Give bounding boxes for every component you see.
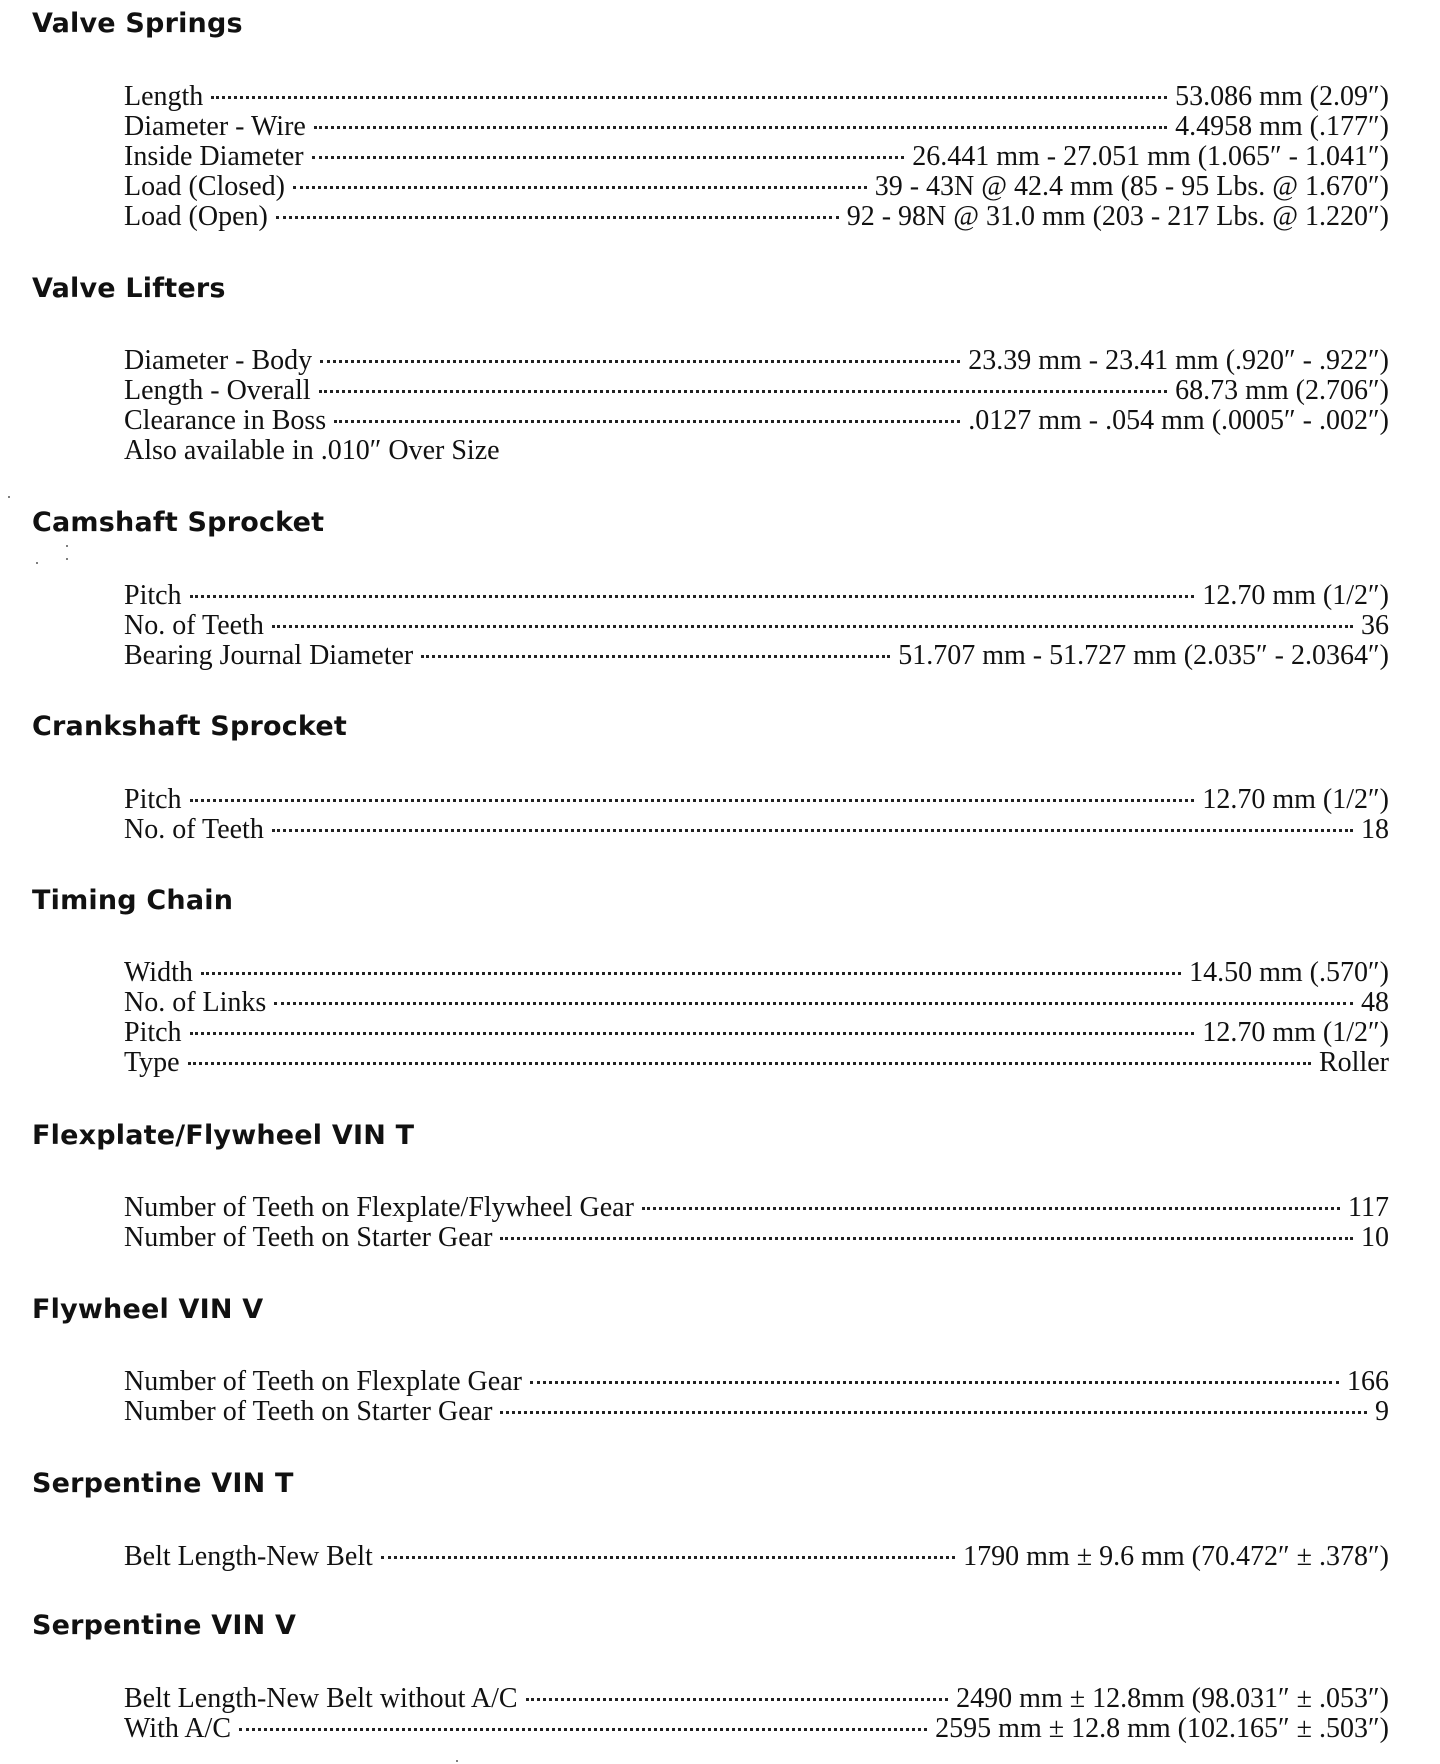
spec-row bbox=[124, 1713, 1389, 1743]
spec-value: 26.441 mm - 27.051 mm (1.065″ - 1.041″) bbox=[912, 141, 1389, 172]
spec-value: 36 bbox=[1361, 610, 1389, 641]
spec-row bbox=[124, 81, 1389, 111]
spec-row bbox=[124, 141, 1389, 171]
dot-leader bbox=[530, 1381, 1339, 1384]
dot-leader bbox=[642, 1207, 1340, 1210]
spec-row bbox=[124, 1192, 1389, 1222]
spec-label: Load (Closed) bbox=[124, 171, 285, 202]
dot-leader bbox=[188, 1062, 1311, 1065]
spec-value: 14.50 mm (.570″) bbox=[1189, 957, 1389, 988]
spec-label: Belt Length-New Belt bbox=[124, 1541, 373, 1572]
spec-label: Type bbox=[124, 1047, 180, 1078]
spec-value: 18 bbox=[1361, 814, 1389, 845]
spec-label: Width bbox=[124, 957, 193, 988]
spec-label: Number of Teeth on Flexplate/Flywheel Gear bbox=[124, 1192, 634, 1223]
dot-leader bbox=[293, 186, 867, 189]
spec-value: 4.4958 mm (.177″) bbox=[1175, 111, 1389, 142]
dot-leader bbox=[320, 360, 960, 363]
dot-leader bbox=[272, 829, 1353, 832]
spec-value: 68.73 mm (2.706″) bbox=[1175, 375, 1389, 406]
dot-leader bbox=[190, 799, 1195, 802]
section-heading: Timing Chain bbox=[32, 885, 234, 916]
spec-label: Load (Open) bbox=[124, 201, 268, 232]
spec-label: No. of Teeth bbox=[124, 814, 264, 845]
spec-value: 12.70 mm (1/2″) bbox=[1202, 1017, 1389, 1048]
spec-row bbox=[124, 1396, 1389, 1426]
dot-leader bbox=[500, 1237, 1353, 1240]
scan-speck bbox=[66, 545, 68, 547]
dot-leader bbox=[272, 625, 1353, 628]
spec-row bbox=[124, 201, 1389, 231]
spec-value: 53.086 mm (2.09″) bbox=[1175, 81, 1389, 112]
spec-row bbox=[124, 375, 1389, 405]
spec-value: 2490 mm ± 12.8mm (98.031″ ± .053″) bbox=[956, 1683, 1389, 1714]
spec-label: No. of Teeth bbox=[124, 610, 264, 641]
spec-value: 9 bbox=[1375, 1396, 1389, 1427]
dot-leader bbox=[239, 1728, 927, 1731]
spec-label: Clearance in Boss bbox=[124, 405, 327, 436]
spec-note: Also available in .010″ Over Size bbox=[124, 435, 500, 466]
dot-leader bbox=[276, 216, 839, 219]
spec-label: Number of Teeth on Starter Gear bbox=[124, 1222, 493, 1253]
dot-leader bbox=[312, 156, 905, 159]
spec-label: Pitch bbox=[124, 784, 182, 815]
spec-label: Number of Teeth on Flexplate Gear bbox=[124, 1366, 522, 1397]
dot-leader bbox=[526, 1698, 949, 1701]
scan-speck bbox=[36, 562, 38, 564]
spec-row bbox=[124, 1017, 1389, 1047]
spec-row bbox=[124, 987, 1389, 1017]
spec-row bbox=[124, 640, 1389, 670]
dot-leader bbox=[190, 595, 1195, 598]
spec-value: 1790 mm ± 9.6 mm (70.472″ ± .378″) bbox=[963, 1541, 1389, 1572]
spec-row bbox=[124, 405, 1389, 435]
spec-row bbox=[124, 171, 1389, 201]
spec-value: 2595 mm ± 12.8 mm (102.165″ ± .503″) bbox=[935, 1713, 1389, 1744]
dot-leader bbox=[381, 1556, 955, 1559]
dot-leader bbox=[314, 126, 1167, 129]
spec-label: No. of Links bbox=[124, 987, 267, 1018]
spec-value: 166 bbox=[1347, 1366, 1389, 1397]
dot-leader bbox=[319, 390, 1168, 393]
spec-value: 51.707 mm - 51.727 mm (2.035″ - 2.0364″) bbox=[898, 640, 1389, 671]
spec-label: Bearing Journal Diameter bbox=[124, 640, 414, 671]
spec-row bbox=[124, 580, 1389, 610]
spec-value: 92 - 98N @ 31.0 mm (203 - 217 Lbs. @ 1.220″) bbox=[846, 201, 1389, 232]
spec-row bbox=[124, 1683, 1389, 1713]
spec-value: .0127 mm - .054 mm (.0005″ - .002″) bbox=[968, 405, 1389, 436]
dot-leader bbox=[334, 420, 960, 423]
spec-label: Pitch bbox=[124, 1017, 182, 1048]
spec-value: Roller bbox=[1319, 1047, 1389, 1078]
spec-value: 39 - 43N @ 42.4 mm (85 - 95 Lbs. @ 1.670″) bbox=[874, 171, 1389, 202]
section-heading: Camshaft Sprocket bbox=[32, 507, 325, 538]
spec-row bbox=[124, 957, 1389, 987]
spec-row bbox=[124, 1222, 1389, 1252]
spec-row bbox=[124, 111, 1389, 141]
spec-value: 12.70 mm (1/2″) bbox=[1202, 580, 1389, 611]
dot-leader bbox=[201, 972, 1181, 975]
spec-label: With A/C bbox=[124, 1713, 231, 1744]
spec-row bbox=[124, 1541, 1389, 1571]
dot-leader bbox=[274, 1002, 1353, 1005]
section-heading: Serpentine VIN T bbox=[32, 1468, 294, 1499]
spec-value: 48 bbox=[1361, 987, 1389, 1018]
spec-row bbox=[124, 610, 1389, 640]
spec-value: 10 bbox=[1361, 1222, 1389, 1253]
spec-row bbox=[124, 1047, 1389, 1077]
dot-leader bbox=[211, 96, 1167, 99]
section-heading: Flywheel VIN V bbox=[32, 1294, 264, 1325]
spec-label: Inside Diameter bbox=[124, 141, 304, 172]
spec-label: Length - Overall bbox=[124, 375, 311, 406]
spec-label: Number of Teeth on Starter Gear bbox=[124, 1396, 493, 1427]
spec-value: 23.39 mm - 23.41 mm (.920″ - .922″) bbox=[968, 345, 1389, 376]
scan-speck bbox=[8, 496, 10, 498]
spec-label: Belt Length-New Belt without A/C bbox=[124, 1683, 518, 1714]
scan-speck bbox=[66, 558, 68, 560]
section-heading: Valve Lifters bbox=[32, 273, 226, 304]
section-heading: Crankshaft Sprocket bbox=[32, 711, 347, 742]
spec-label: Pitch bbox=[124, 580, 182, 611]
spec-row bbox=[124, 1366, 1389, 1396]
section-heading: Valve Springs bbox=[32, 8, 243, 39]
spec-value: 12.70 mm (1/2″) bbox=[1202, 784, 1389, 815]
dot-leader bbox=[500, 1411, 1367, 1414]
dot-leader bbox=[421, 655, 890, 658]
spec-row bbox=[124, 784, 1389, 814]
spec-label: Diameter - Wire bbox=[124, 111, 306, 142]
spec-row bbox=[124, 814, 1389, 844]
section-heading: Flexplate/Flywheel VIN T bbox=[32, 1120, 415, 1151]
spec-label: Length bbox=[124, 81, 204, 112]
spec-row bbox=[124, 345, 1389, 375]
spec-value: 117 bbox=[1348, 1192, 1389, 1223]
spec-label: Diameter - Body bbox=[124, 345, 313, 376]
section-heading: Serpentine VIN V bbox=[32, 1610, 297, 1641]
scan-speck bbox=[456, 1760, 458, 1762]
dot-leader bbox=[190, 1032, 1195, 1035]
